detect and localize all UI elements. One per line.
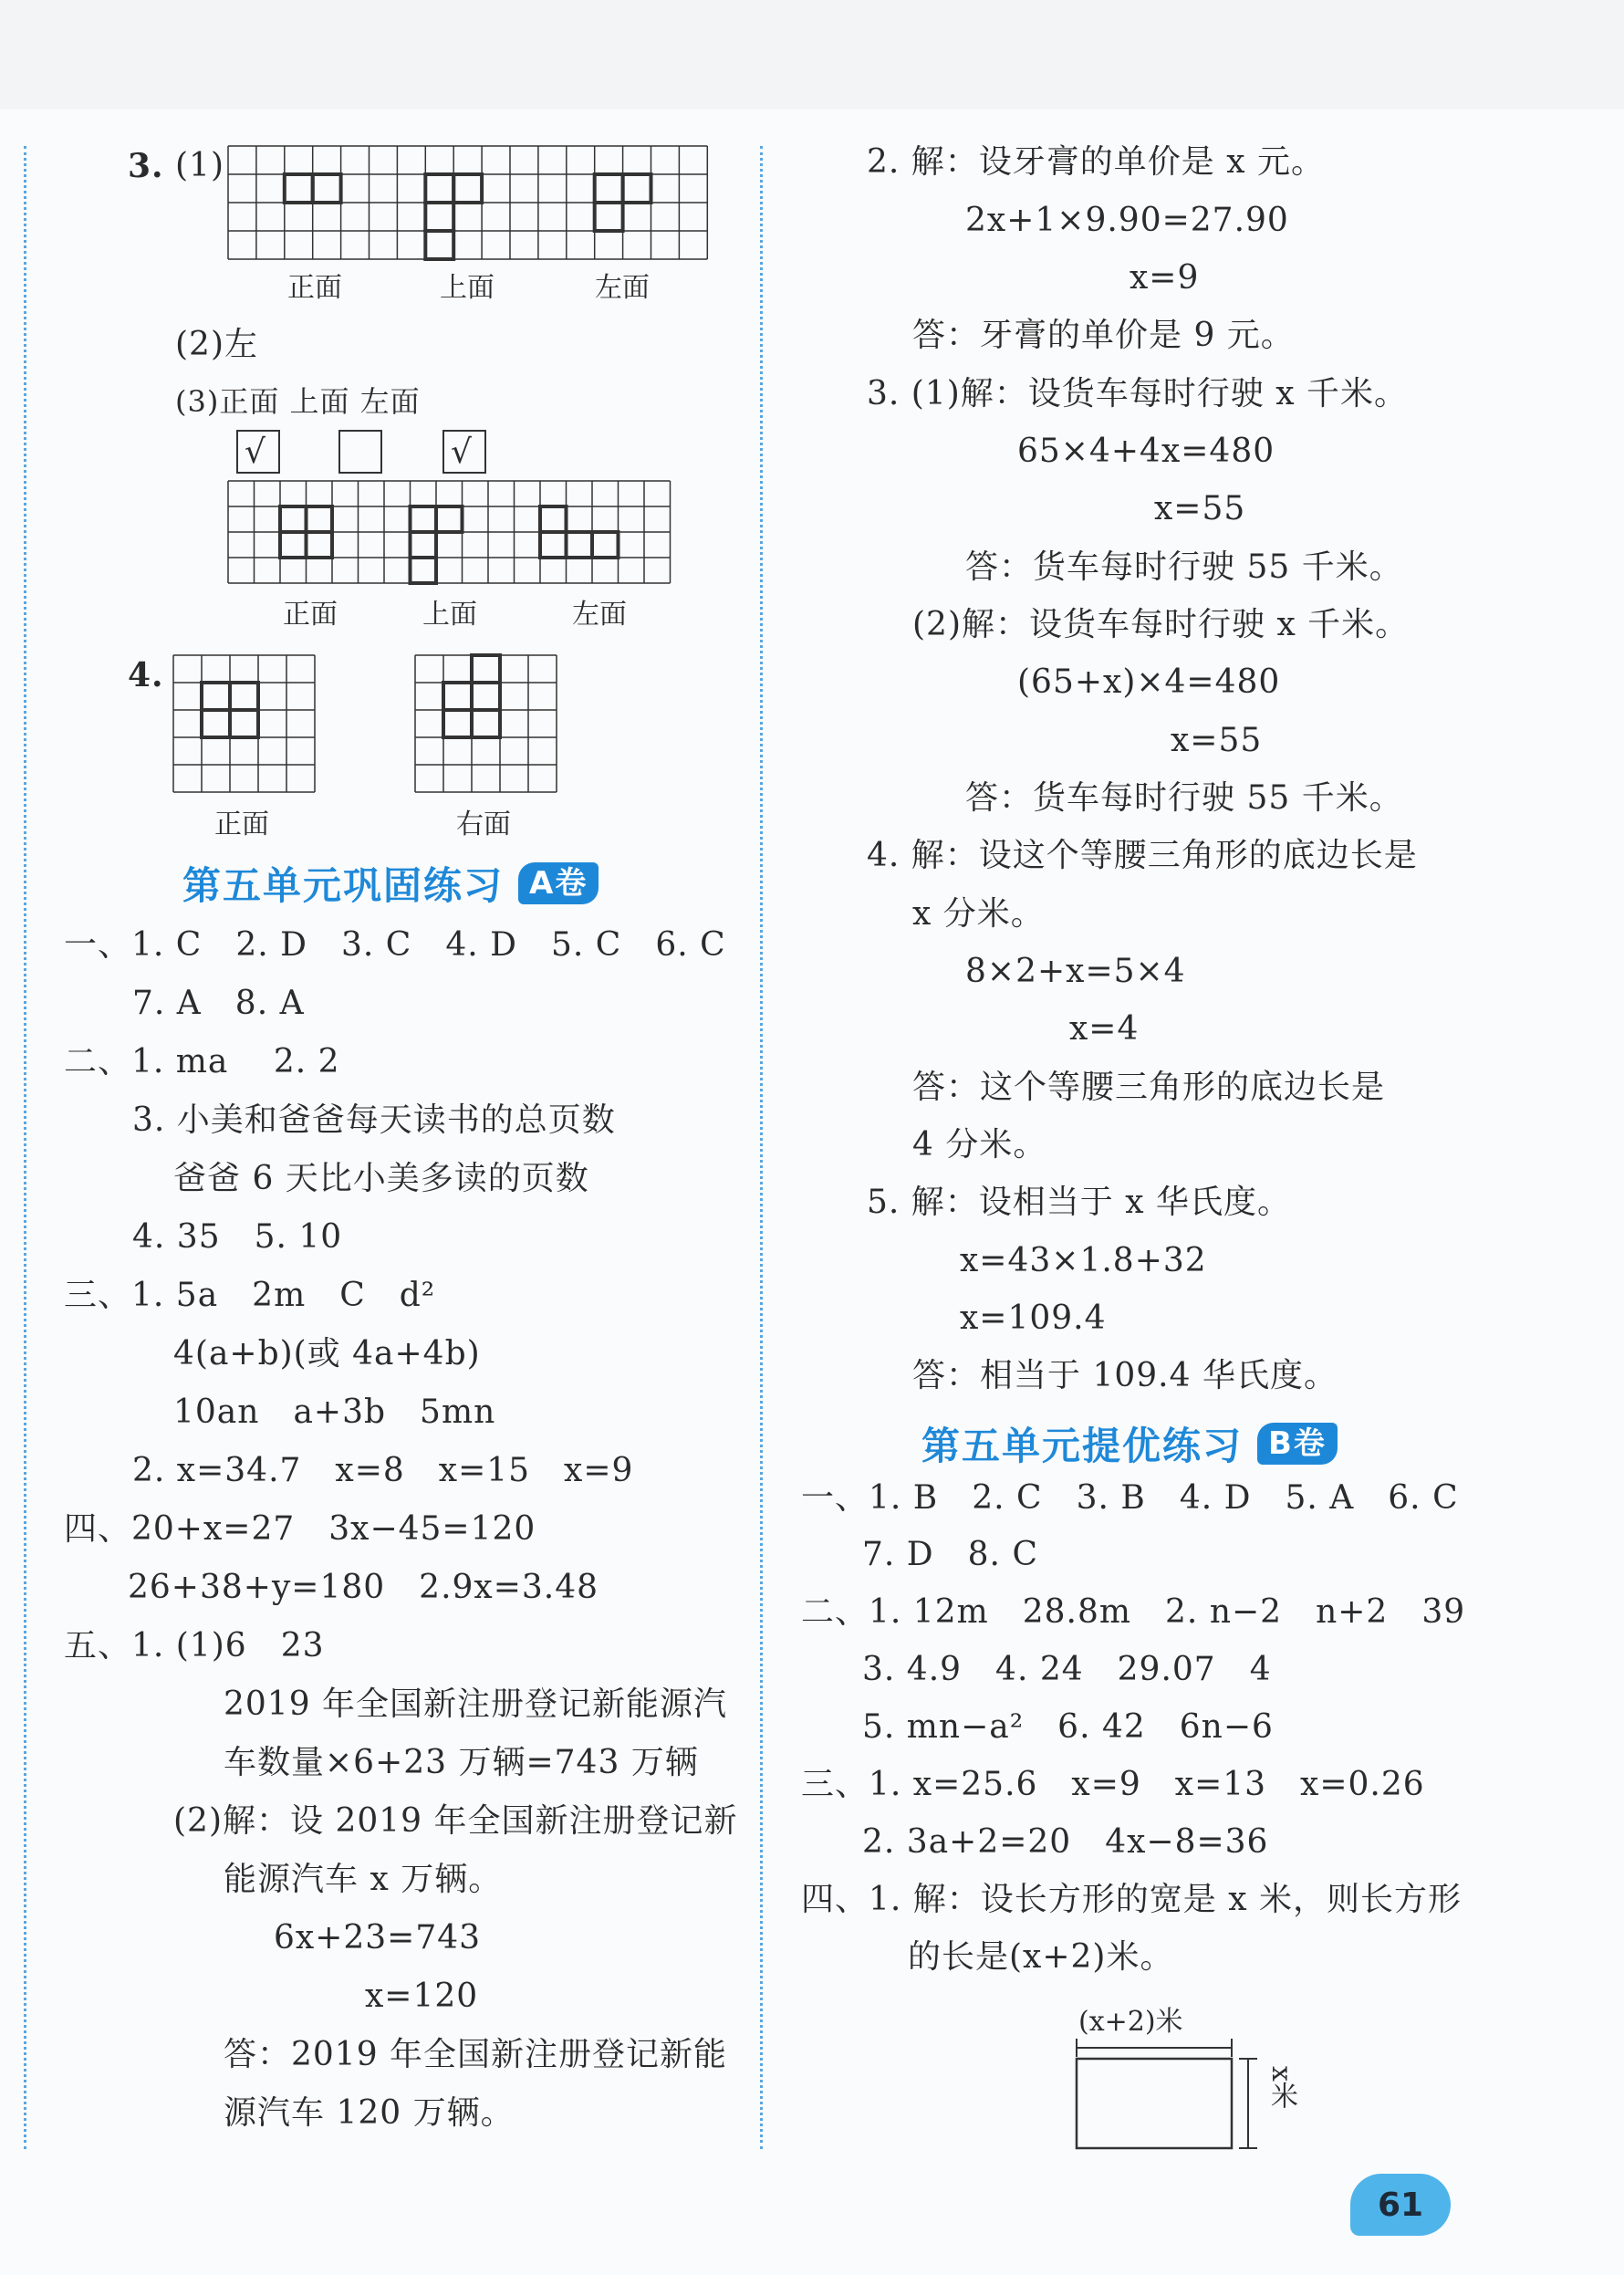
answer-line: 五、1. (1)6 23 [64,1627,325,1665]
q4-label-front: 正面 [214,809,269,840]
q3-part1: (1) [175,147,224,184]
shape-cell [453,174,482,203]
answer-line: 一、1. B 2. C 3. B 4. D 5. A 6. C [801,1479,1459,1517]
section-a-badge: A卷 [518,862,599,904]
answer-line: x=43×1.8+32 [960,1242,1207,1279]
shape-cell [425,174,453,203]
answer-line: 65×4+4x=480 [1017,433,1275,470]
figure-side-label: x米 [1265,2066,1297,2109]
answer-line: 二、1. ma 2. 2 [64,1043,340,1080]
shape-cell [411,532,437,558]
q4-number: 4. [128,656,164,694]
shape-cell [540,506,567,532]
shape-cell [202,683,230,710]
answer-line: x=4 [1069,1010,1140,1048]
answer-line: (2)解：设 2019 年全国新注册登记新 [173,1802,738,1840]
shape-cell [472,655,500,683]
q3-number: 3. [128,147,164,185]
shape-cell [307,506,333,532]
answer-line: 5. 解：设相当于 x 华氏度。 [867,1184,1291,1221]
shape-cell [280,532,307,558]
q3-part3-heading: (3)正面 上面 左面 [175,384,421,419]
shape-cell [443,710,472,737]
answer-line: 2019 年全国新注册登记新能源汽 [224,1685,728,1723]
answer-line: 源汽车 120 万辆。 [224,2094,515,2132]
answer-line: 4 分米。 [912,1126,1047,1164]
answer-line: 能源汽车 x 万辆。 [224,1861,503,1898]
answer-line: 四、1. 解：设长方形的宽是 x 米，则长方形 [801,1881,1462,1918]
answer-line: 6x+23=743 [274,1919,482,1957]
answer-line: 车数量×6+23 万辆=743 万辆 [224,1744,699,1781]
shape-cell [592,532,619,558]
shape-cell [595,203,623,231]
answer-line: (65+x)×4=480 [1017,663,1281,701]
page-number: 61 [1350,2174,1451,2236]
shape-cell [540,532,567,558]
shape-cell [472,710,500,737]
shape-cell [425,231,453,259]
answer-line: 3. (1)解：设货车每时行驶 x 千米。 [867,375,1408,412]
answer-line: x=9 [1130,259,1200,297]
answer-line: 4(a+b)(或 4a+4b) [173,1335,481,1372]
answer-line: x=55 [1171,722,1263,759]
check-mark-front: √ [245,433,266,471]
answer-line: 答：这个等腰三角形的底边长是 [912,1069,1386,1106]
answer-line: 答：2019 年全国新注册登记新能 [224,2036,728,2073]
shape-cell [436,506,463,532]
section-b-badge: B卷 [1257,1423,1338,1465]
shape-cell [425,203,453,231]
answer-line: 答：相当于 109.4 华氏度。 [912,1357,1338,1394]
answer-line: 7. A 8. A [132,985,305,1022]
answer-line: 的长是(x+2)米。 [908,1938,1174,1976]
answer-line: x=120 [365,1978,479,2015]
shape-cell [443,683,472,710]
column-divider-middle [760,146,763,2149]
section-b-title: 第五单元提优练习 B卷 [921,1416,1338,1471]
answer-line: 3. 4.9 4. 24 29.07 4 [862,1651,1272,1688]
answer-line: 答：货车每时行驶 55 千米。 [965,779,1403,817]
shape-cell [411,506,437,532]
answer-line: 7. D 8. C [862,1536,1038,1573]
shape-cell [285,174,313,203]
check-mark-left: √ [451,433,473,471]
answer-line: 四、20+x=27 3x−45=120 [64,1510,536,1548]
answer-line: 26+38+y=180 2.9x=3.48 [128,1569,599,1606]
q4-label-right: 右面 [456,809,511,840]
answer-line: x 分米。 [912,895,1045,933]
shape-cell [595,174,623,203]
q4-grid-front [173,655,316,794]
answer-line: 10an a+3b 5mn [173,1393,496,1431]
q3-label-front: 正面 [287,272,342,304]
answer-line: 8×2+x=5×4 [965,953,1186,990]
answer-line: 二、1. 12m 28.8m 2. n−2 n+2 39 [801,1593,1466,1631]
answer-line: x=55 [1154,490,1246,527]
q3-label-top: 上面 [440,272,494,304]
q4-grid-right [415,655,557,794]
figure-top-label: (x+2)米 [1078,2006,1183,2038]
answer-line: 答：牙膏的单价是 9 元。 [912,317,1295,354]
shape-cell [230,710,258,737]
column-divider-left [24,146,26,2149]
answer-line: x=109.4 [960,1299,1107,1337]
q3-part2: (2)左 [175,326,258,363]
section-a-title: 第五单元巩固练习 A卷 [182,856,599,911]
q3-3-label-left: 左面 [572,599,627,631]
q3-grid-1 [228,146,708,261]
answer-line: 5. mn−a² 6. 42 6n−6 [862,1708,1274,1746]
answer-line: 2. 解：设牙膏的单价是 x 元。 [867,143,1325,181]
shape-cell [623,174,651,203]
shape-cell [202,710,230,737]
answer-line: 三、1. x=25.6 x=9 x=13 x=0.26 [801,1766,1425,1803]
shape-cell [230,683,258,710]
answer-line: 答：货车每时行驶 55 千米。 [965,548,1403,586]
answer-line: (2)解：设货车每时行驶 x 千米。 [912,606,1410,643]
q3-grid-3 [228,481,671,585]
shape-cell [567,532,593,558]
answer-line: 三、1. 5a 2m C d² [64,1277,436,1314]
q3-3-label-top: 上面 [422,599,477,631]
answer-line: 4. 解：设这个等腰三角形的底边长是 [867,837,1418,874]
shape-cell [313,174,341,203]
shape-cell [307,532,333,558]
answer-line: 一、1. C 2. D 3. C 4. D 5. C 6. C [64,926,726,964]
answer-line: 2. 3a+2=20 4x−8=36 [862,1823,1269,1861]
q3-3-label-front: 正面 [283,599,338,631]
answer-line: 2x+1×9.90=27.90 [965,202,1289,239]
page-header-band [0,0,1624,110]
q3-label-left: 左面 [595,272,650,304]
answer-line: 4. 35 5. 10 [132,1218,343,1256]
rectangle-figure [1067,2037,1286,2165]
answer-line: 爸爸 6 天比小美多读的页数 [173,1160,589,1197]
answer-line: 3. 小美和爸爸每天读书的总页数 [132,1101,616,1139]
shape-cell [411,558,437,583]
answer-line: 2. x=34.7 x=8 x=15 x=9 [132,1452,634,1489]
shape-cell [280,506,307,532]
shape-cell [472,683,500,710]
